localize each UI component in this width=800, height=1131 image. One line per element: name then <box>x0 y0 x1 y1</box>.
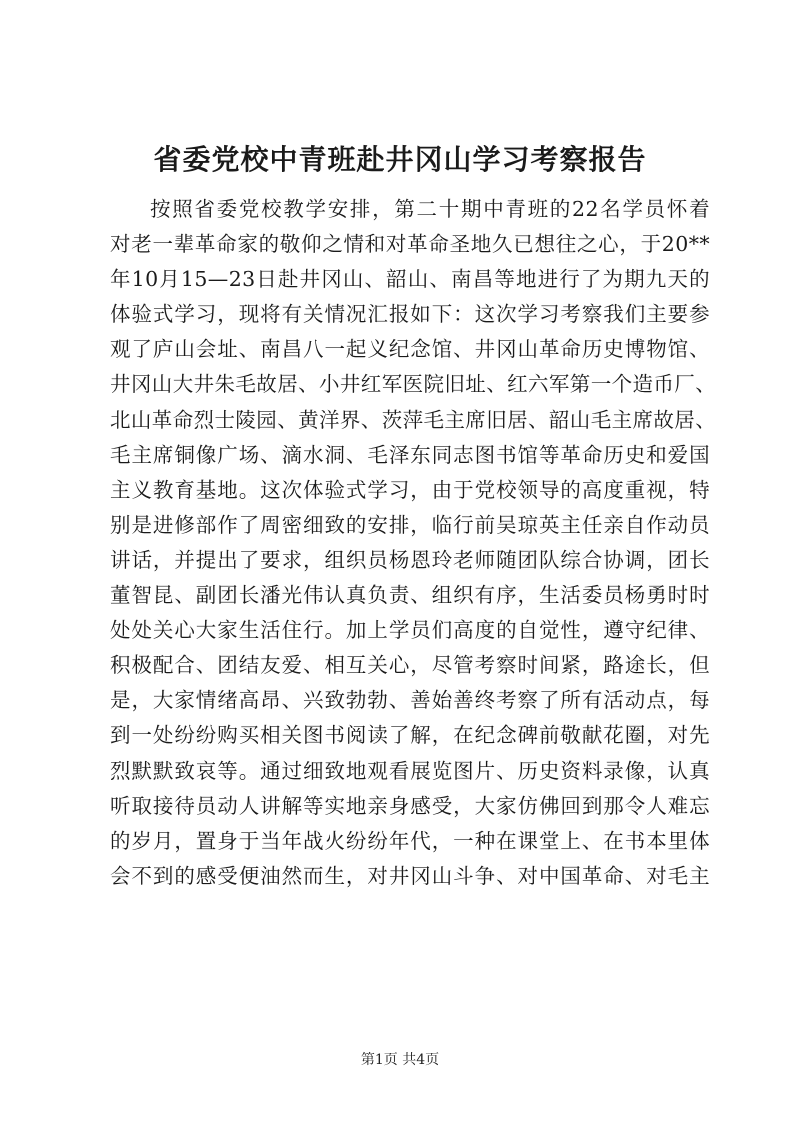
body-line: 观了庐山会址、南昌八一起义纪念馆、井冈山革命历史博物馆、 <box>110 337 710 362</box>
document-title: 省委党校中青班赴井冈山学习考察报告 <box>153 143 647 176</box>
body-line: 积极配合、团结友爱、相互关心，尽管考察时间紧，路途长，但 <box>110 653 710 678</box>
body-line: 到一处纷纷购买相关图书阅读了解，在纪念碑前敬献花圈，对先 <box>110 723 710 748</box>
body-line: 主义教育基地。这次体验式学习，由于党校领导的高度重视，特 <box>110 477 710 502</box>
body-paragraph <box>110 192 717 894</box>
body-line: 处处关心大家生活住行。加上学员们高度的自觉性，遵守纪律、 <box>110 618 710 643</box>
body-line: 按照省委党校教学安排，第二十期中青班的22名学员怀着 <box>150 197 710 221</box>
body-line: 董智昆、副团长潘光伟认真负责、组织有序，生活委员杨勇时时 <box>110 583 710 608</box>
body-line: 对老一辈革命家的敬仰之情和对革命圣地久已想往之心，于20** <box>110 232 710 257</box>
body-line: 烈默默致哀等。通过细致地观看展览图片、历史资料录像，认真 <box>110 758 710 783</box>
body-line: 是，大家情绪高昂、兴致勃勃、善始善终考察了所有活动点，每 <box>110 688 710 713</box>
body-line: 井冈山大井朱毛故居、小井红军医院旧址、红六军第一个造币厂、 <box>110 372 717 397</box>
body-line: 年10月15—23日赴井冈山、韶山、南昌等地进行了为期九天的 <box>110 267 710 292</box>
body-line: 听取接待员动人讲解等实地亲身感受，大家仿佛回到那令人难忘 <box>110 793 710 818</box>
body-line: 会不到的感受便油然而生，对井冈山斗争、对中国革命、对毛主 <box>110 863 710 888</box>
page-number: 第1页 共4页 <box>360 1052 440 1068</box>
body-line: 讲话，并提出了要求，组织员杨恩玲老师随团队综合协调，团长 <box>110 547 710 572</box>
page-footer <box>0 1050 800 1070</box>
body-line: 的岁月，置身于当年战火纷纷年代，一种在课堂上、在书本里体 <box>110 828 710 853</box>
body-line: 体验式学习，现将有关情况汇报如下：这次学习考察我们主要参 <box>110 302 710 327</box>
body-line: 北山革命烈士陵园、黄洋界、茨萍毛主席旧居、韶山毛主席故居、 <box>110 407 717 432</box>
body-line: 别是进修部作了周密细致的安排，临行前吴琼英主任亲自作动员 <box>110 512 710 537</box>
body-line: 毛主席铜像广场、滴水洞、毛泽东同志图书馆等革命历史和爱国 <box>110 442 710 467</box>
